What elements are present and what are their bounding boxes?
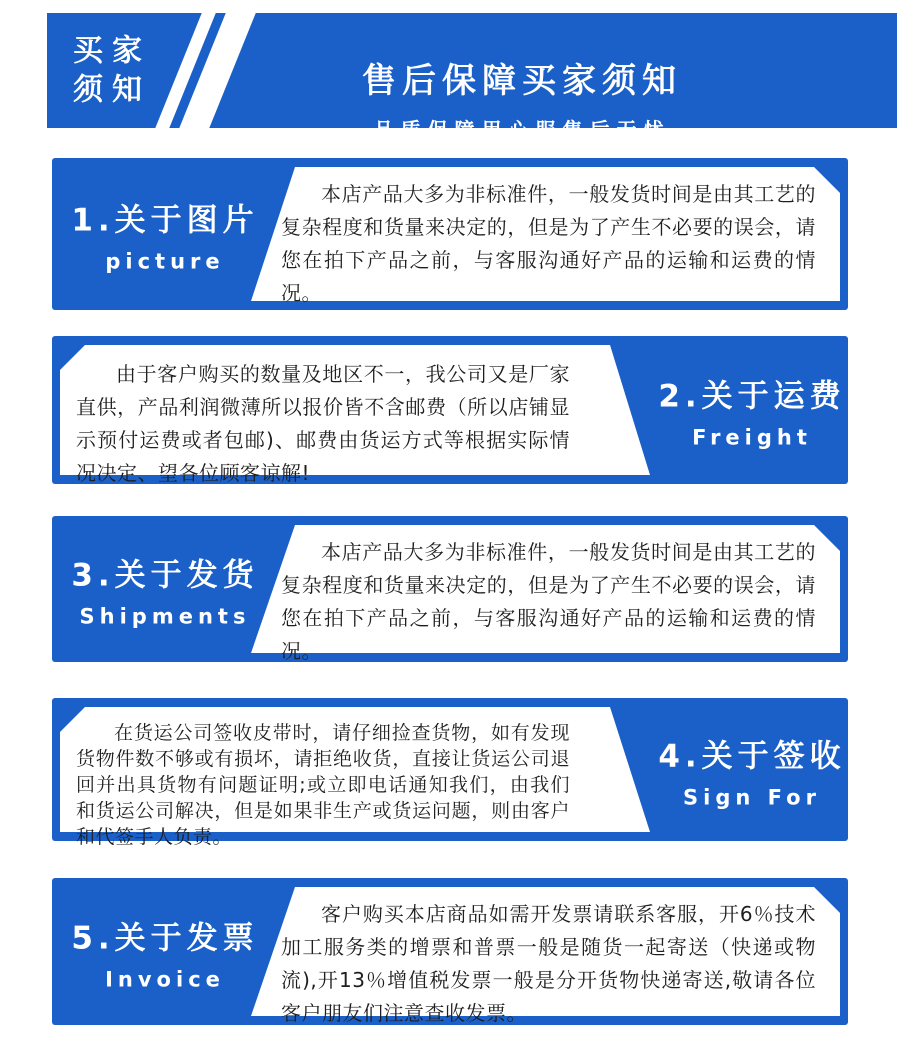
section-invoice [52,878,848,1025]
section-title-en: picture [105,249,225,274]
badge-line-1: 买家 [73,32,151,68]
section-title: 4.关于签收 [658,738,846,774]
section-shipments [52,516,848,662]
section-title: 2.关于运费 [658,378,846,415]
section-freight [52,336,848,484]
badge-line-2: 须知 [73,72,151,108]
section-title-block [652,730,852,809]
buyer-notice-badge [73,31,151,110]
section-body-text: 在货运公司签收皮带时，请仔细捡查货物，如有发现货物件数不够或有损坏，请拒绝收货，直接让货运公司退回并出具货物有问题证明;或立即电话通知我们，由我们和货运公司解决，但是如果非生产或货运问题，则由客户和代签手人负责。 [76,722,570,848]
section-title-en: Shipments [79,604,251,629]
section-title-block [60,195,270,274]
section-body-text: 本店产品大多为非标准件，一般发货时间是由其工艺的复杂程度和货量来决定的，但是为了产生不必要的误会，请您在拍下产品之前，与客服沟通好产品的运输和运费的情况。 [281,182,816,305]
section-body-text: 本店产品大多为非标准件，一般发货时间是由其工艺的复杂程度和货量来决定的，但是为了产生不必要的误会，请您在拍下产品之前，与客服沟通好产品的运输和运费的情况。 [281,540,816,663]
section-title: 3.关于发货 [71,557,259,594]
section-sign-for [52,698,848,848]
section-body-text: 由于客户购买的数量及地区不一，我公司又是厂家直供，产品利润微薄所以报价皆不含邮费（所以店铺显示预付运费或者包邮)、邮费由货运方式等根据实际情况决定、望各位顾客谅解! [76,362,570,485]
page-title: 售后保障买家须知 [362,61,682,101]
section-title-en: Invoice [105,967,225,991]
section-body-text: 客户购买本店商品如需开发票请联系客服，开6％技术加工服务类的增票和普票一般是随货一起寄送（快递或物流),开13％增值税发票一般是分开货物快递寄送,敬请各位客户朋友们注意查收发票。 [281,902,816,1025]
header-banner [47,13,897,142]
section-title-en: Freight [692,425,812,450]
section-title: 1.关于图片 [71,202,259,239]
section-title-block [60,550,270,629]
section-picture [52,158,848,310]
section-title-block [652,371,852,450]
header-text [287,53,757,143]
page-subtitle: 品质保障用心服售后无忧 [373,118,671,142]
section-title: 5.关于发票 [71,920,259,956]
section-title-block [60,912,270,991]
section-title-en: Sign For [683,785,821,809]
